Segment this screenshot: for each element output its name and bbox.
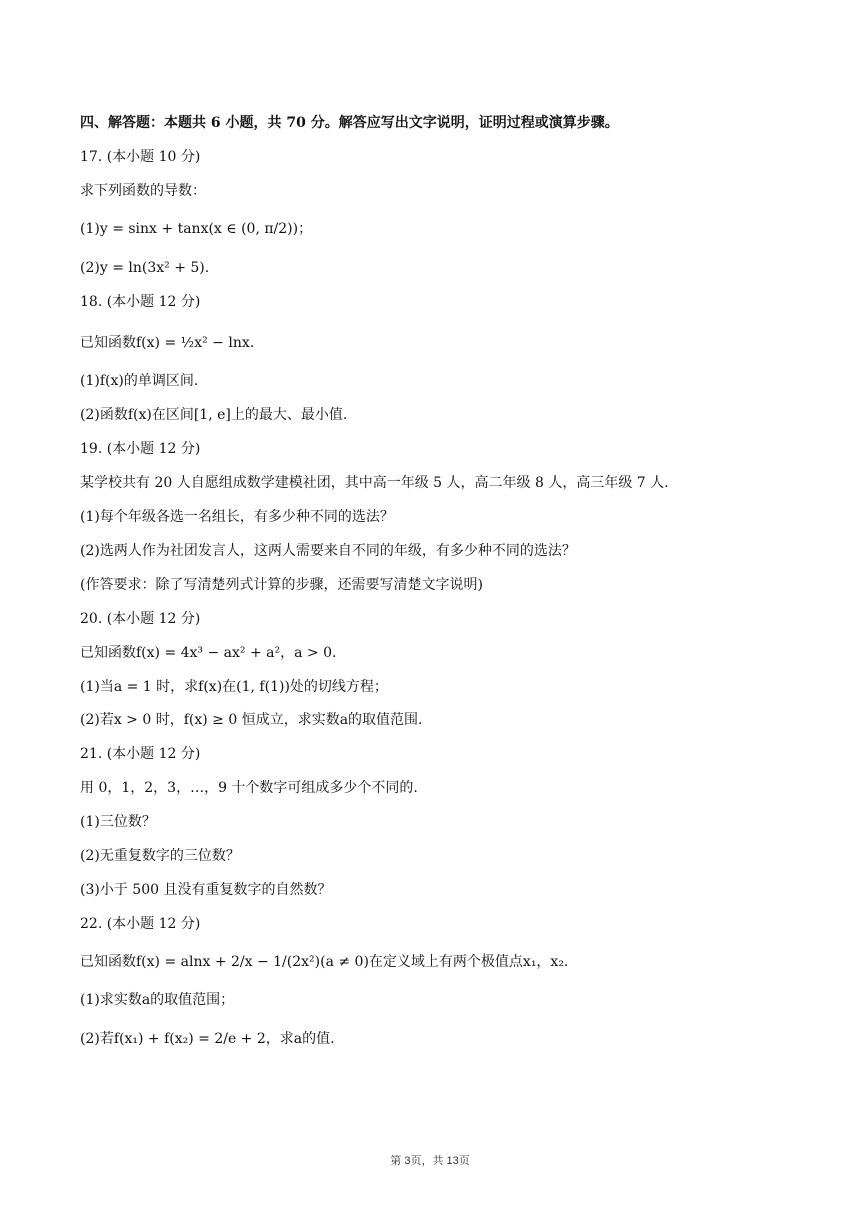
- problem-19-line: (1)每个年级各选一名组长，有多少种不同的选法？: [80, 509, 394, 525]
- problem-18-header: 18. (本小题 12 分): [80, 294, 201, 310]
- problem-22-header: 22. (本小题 12 分): [80, 916, 201, 932]
- problem-20-header: 20. (本小题 12 分): [80, 611, 201, 627]
- problem-17-line: (2)y = ln(3x² + 5).: [80, 260, 210, 276]
- problem-21-line: 用 0，1，2，3，…，9 十个数字可组成多少个不同的.: [80, 780, 418, 796]
- problem-19-line: (作答要求：除了写清楚列式计算的步骤，还需要写清楚文字说明): [80, 577, 483, 593]
- problem-18-line: (2)函数f(x)在区间[1, e]上的最大、最小值.: [80, 407, 348, 423]
- problem-20-line: 已知函数f(x) = 4x³ − ax² + a²，a > 0.: [80, 645, 337, 661]
- problem-19-header: 19. (本小题 12 分): [80, 441, 201, 457]
- problem-21-line: (3)小于 500 且没有重复数字的自然数？: [80, 882, 332, 898]
- problem-22-line: (2)若f(x₁) + f(x₂) = 2/e + 2，求a的值.: [80, 1031, 335, 1047]
- problem-19-line: (2)选两人作为社团发言人，这两人需要来自不同的年级，有多少种不同的选法？: [80, 543, 576, 559]
- section-header: 四、解答题：本题共 6 小题，共 70 分。解答应写出文字说明，证明过程或演算步骤。: [80, 115, 619, 131]
- problem-17-line: 求下列函数的导数：: [80, 183, 206, 199]
- problem-21-line: (2)无重复数字的三位数？: [80, 848, 240, 864]
- problem-21-header: 21. (本小题 12 分): [80, 746, 201, 762]
- problem-17-line: (1)y = sinx + tanx(x ∈ (0, π/2))；: [80, 221, 313, 237]
- problem-20-line: (2)若x > 0 时，f(x) ≥ 0 恒成立，求实数a的取值范围.: [80, 712, 423, 728]
- problem-19-line: 某学校共有 20 人自愿组成数学建模社团，其中高一年级 5 人，高二年级 8 人，高三年级 7 人.: [80, 475, 669, 491]
- page-footer: 第 3页，共 13页: [390, 1155, 470, 1167]
- problem-17-header: 17. (本小题 10 分): [80, 149, 201, 165]
- problem-22-line: (1)求实数a的取值范围；: [80, 992, 235, 1008]
- problem-18-line: (1)f(x)的单调区间.: [80, 373, 199, 389]
- problem-22-line: 已知函数f(x) = alnx + 2/x − 1/(2x²)(a ≠ 0)在定义域上有两个极值点x₁，x₂.: [80, 954, 569, 970]
- problem-20-line: (1)当a = 1 时，求f(x)在(1, f(1))处的切线方程；: [80, 679, 388, 695]
- problem-18-line: 已知函数f(x) = ½x² − lnx.: [80, 335, 255, 351]
- problem-21-line: (1)三位数？: [80, 814, 156, 830]
